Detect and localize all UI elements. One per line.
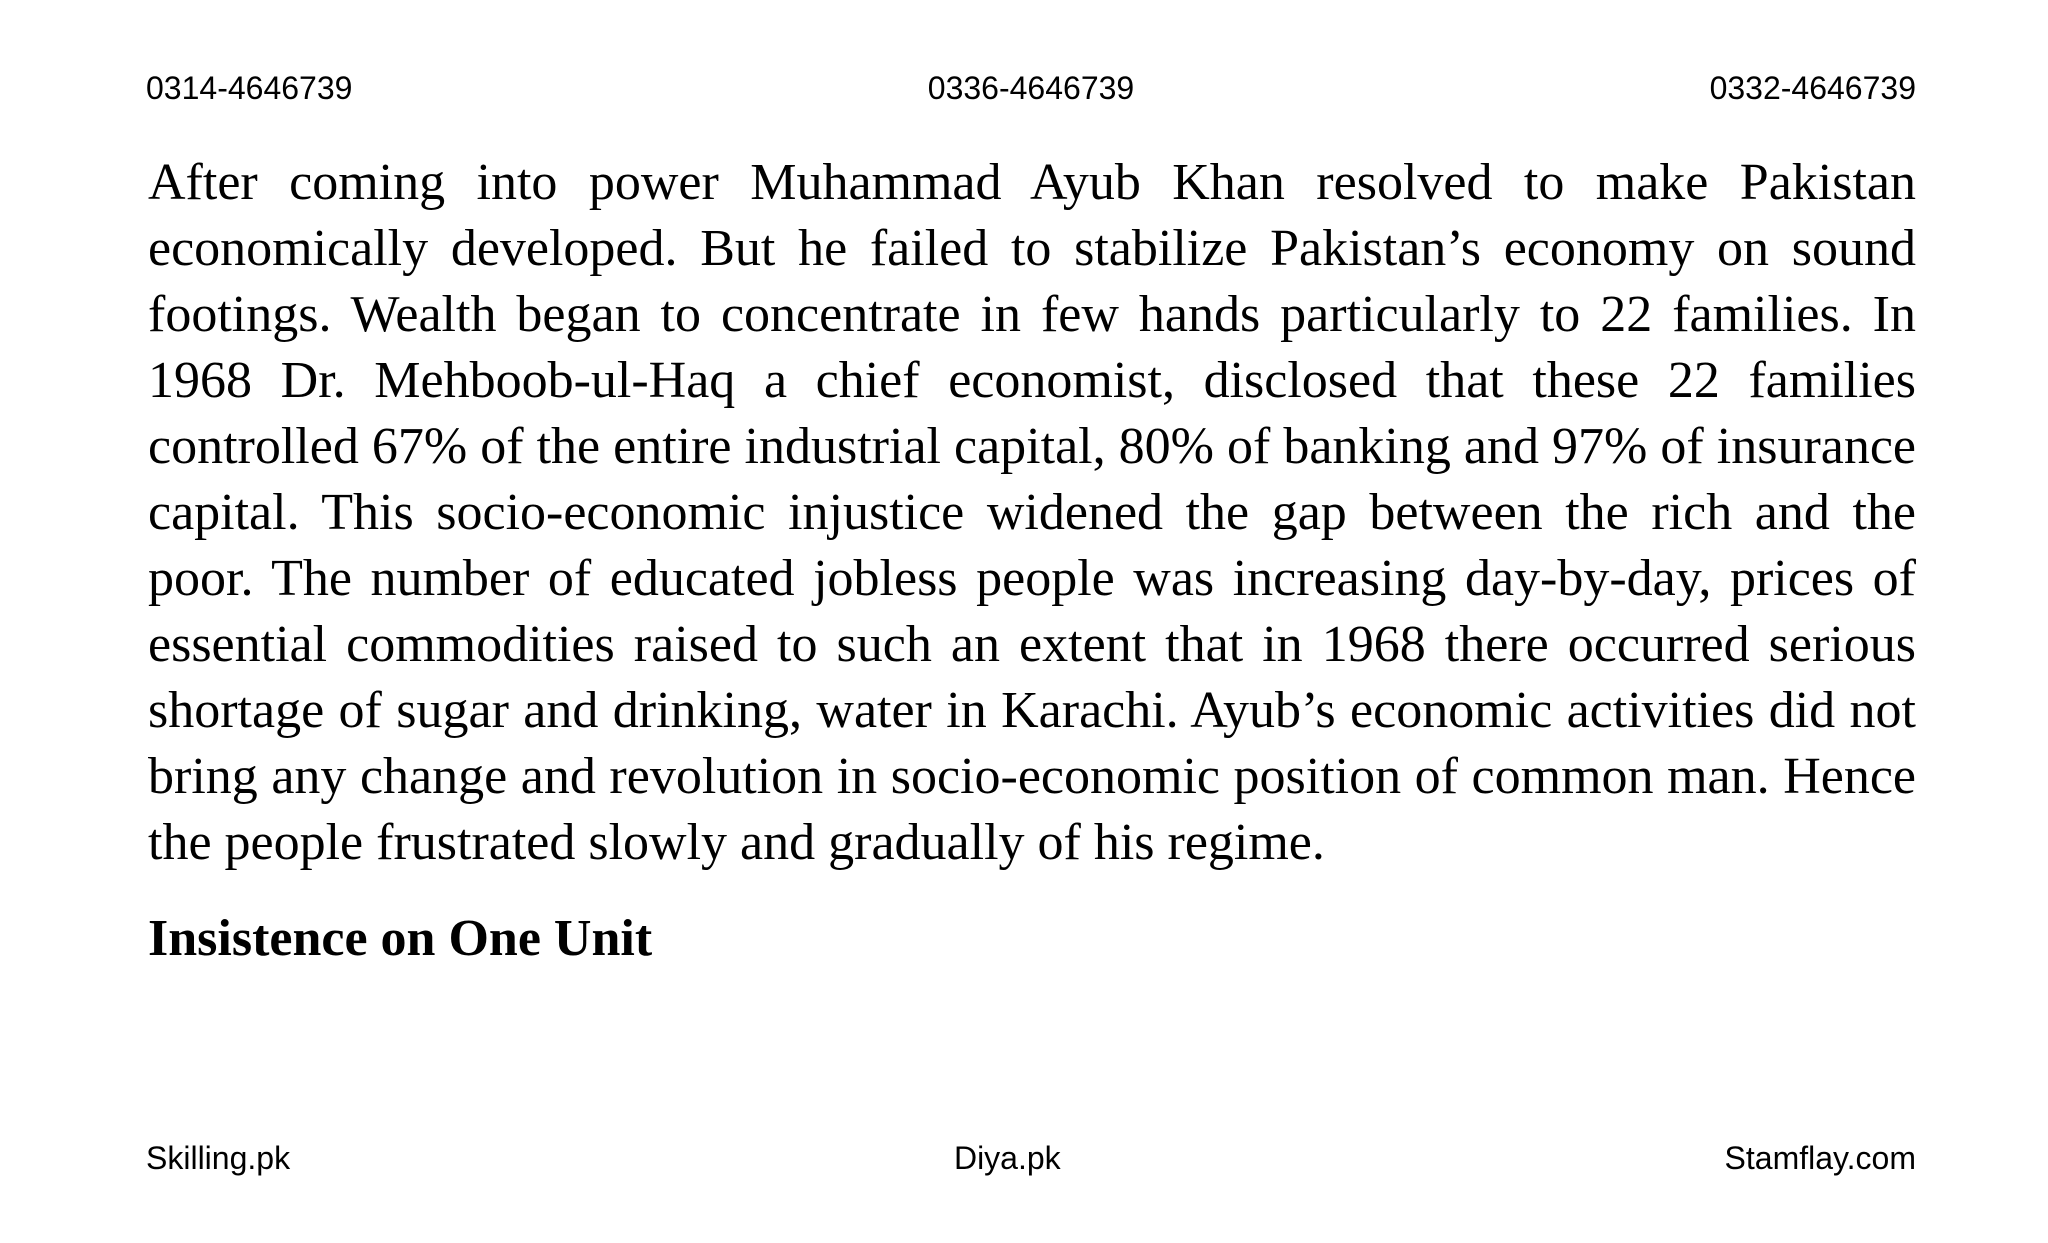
header-phone-right: 0332-4646739 — [1709, 70, 1916, 106]
footer-site-left: Skilling.pk — [146, 1140, 291, 1176]
header-phone-center: 0336-4646739 — [927, 70, 1135, 106]
footer-site-right: Stamflay.com — [1724, 1140, 1916, 1176]
page-content — [148, 150, 1916, 972]
page-footer — [146, 1138, 1916, 1178]
header-phone-left: 0314-4646739 — [146, 70, 353, 106]
footer-site-center: Diya.pk — [953, 1140, 1061, 1176]
body-paragraph: After coming into power Muhammad Ayub Khan resolved to make Pakistan economically developed. But he failed to stabilize Pakistan’s economy on sound footings. Wealth began to concentrate in few hands particularly to 22 families. In 1968 Dr. Mehboob-ul-Haq a chief economist, disclosed that these 22 families controlled 67% of the entire industrial capital, 80% of banking and 97% of insurance capital. This socio-economic injustice widened the gap between the rich and the poor. The number of educated jobless people was increasing day-by-day, prices of essential commodities raised to such an extent that in 1968 there occurred serious shortage of sugar and drinking, water in Karachi. Ayub’s economic activities did not bring any change and revolution in socio-economic position of common man. Hence the people frustrated slowly and gradually of his regime. — [148, 154, 1916, 871]
page-header — [146, 68, 1916, 108]
section-heading: Insistence on One Unit — [148, 910, 653, 967]
